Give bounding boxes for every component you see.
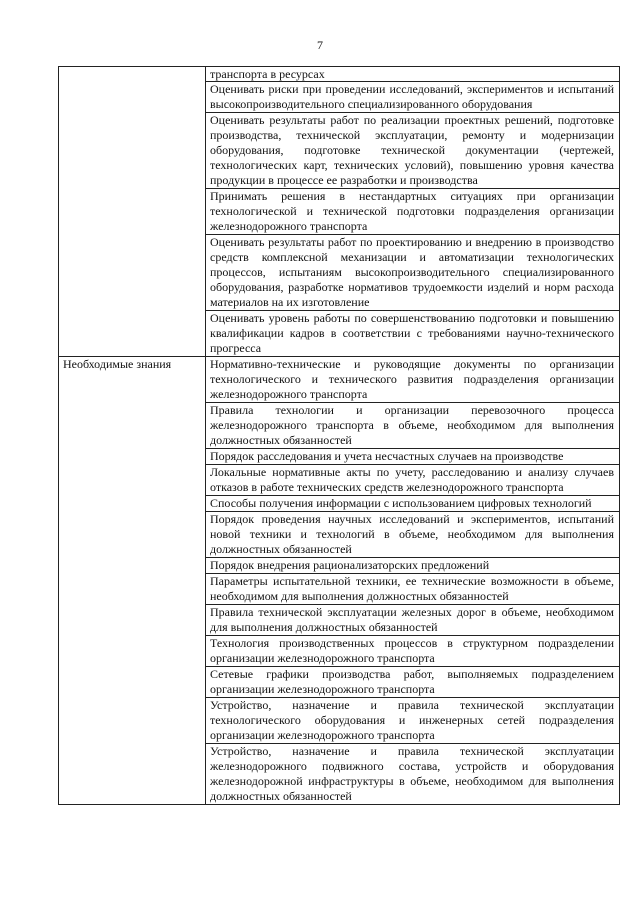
row-label-cell: Необходимые знания [59,357,206,805]
row-label-cell [59,67,206,357]
table-cell-text: Способы получения информации с использованием цифровых технологий [206,496,620,512]
table-cell-text: Оценивать результаты работ по проектированию и внедрению в производство средств комплексной механизации и автоматизации технологических процессов, испытаниям высокопроизводительного специализированного оборудования, разработке нормативов трудоемкости изделий и норм расхода материалов на их изготовление [206,235,620,311]
table-cell-text: Сетевые графики производства работ, выполняемых подразделением организации железнодорожного транспорта [206,667,620,698]
table-cell-text: Правила технической эксплуатации железных дорог в объеме, необходимом для выполнения должностных обязанностей [206,605,620,636]
table-cell-text: транспорта в ресурсах [206,67,620,82]
table-cell-text: Нормативно-технические и руководящие документы по организации технологического и технического развития подразделения организации железнодорожного транспорта [206,357,620,403]
table-cell-text: Порядок внедрения рационализаторских предложений [206,558,620,574]
requirements-table [58,66,620,805]
page-number: 7 [317,38,323,52]
table-cell-text: Оценивать результаты работ по реализации проектных решений, подготовке производства, технической эксплуатации, ремонту и модернизации оборудования, подготовке технической документации (чертежей, технологических карт, технических условий), повышению уровня качества продукции в процессе ее разработки и производства [206,113,620,189]
table-cell-text: Устройство, назначение и правила технической эксплуатации железнодорожного подвижного состава, устройств и оборудования железнодорожной инфраструктуры в объеме, необходимом для выполнения должностных обязанностей [206,744,620,805]
table-cell-text: Оценивать уровень работы по совершенствованию подготовки и повышению квалификации кадров в соответствии с требованиями научно-технического прогресса [206,311,620,357]
table-cell-text: Порядок расследования и учета несчастных случаев на производстве [206,449,620,465]
table-cell-text: Оценивать риски при проведении исследований, экспериментов и испытаний высокопроизводительного специализированного оборудования [206,82,620,113]
table-cell-text: Устройство, назначение и правила технической эксплуатации технологического оборудования и инженерных сетей подразделения организации железнодорожного транспорта [206,698,620,744]
table-cell-text: Локальные нормативные акты по учету, расследованию и анализу случаев отказов в работе технических средств железнодорожного транспорта [206,465,620,496]
table-row [59,357,620,403]
table-cell-text: Параметры испытательной техники, ее технические возможности в объеме, необходимом для выполнения должностных обязанностей [206,574,620,605]
table-cell-text: Принимать решения в нестандартных ситуациях при организации технологической и технической подготовки подразделения организации железнодорожного транспорта [206,189,620,235]
table-cell-text: Правила технологии и организации перевозочного процесса железнодорожного транспорта в объеме, необходимом для выполнения должностных обязанностей [206,403,620,449]
table-cell-text: Технология производственных процессов в структурном подразделении организации железнодорожного транспорта [206,636,620,667]
table-cell-text: Порядок проведения научных исследований и экспериментов, испытаний новой техники и технологий в объеме, необходимом для выполнения должностных обязанностей [206,512,620,558]
table-row [59,67,620,82]
